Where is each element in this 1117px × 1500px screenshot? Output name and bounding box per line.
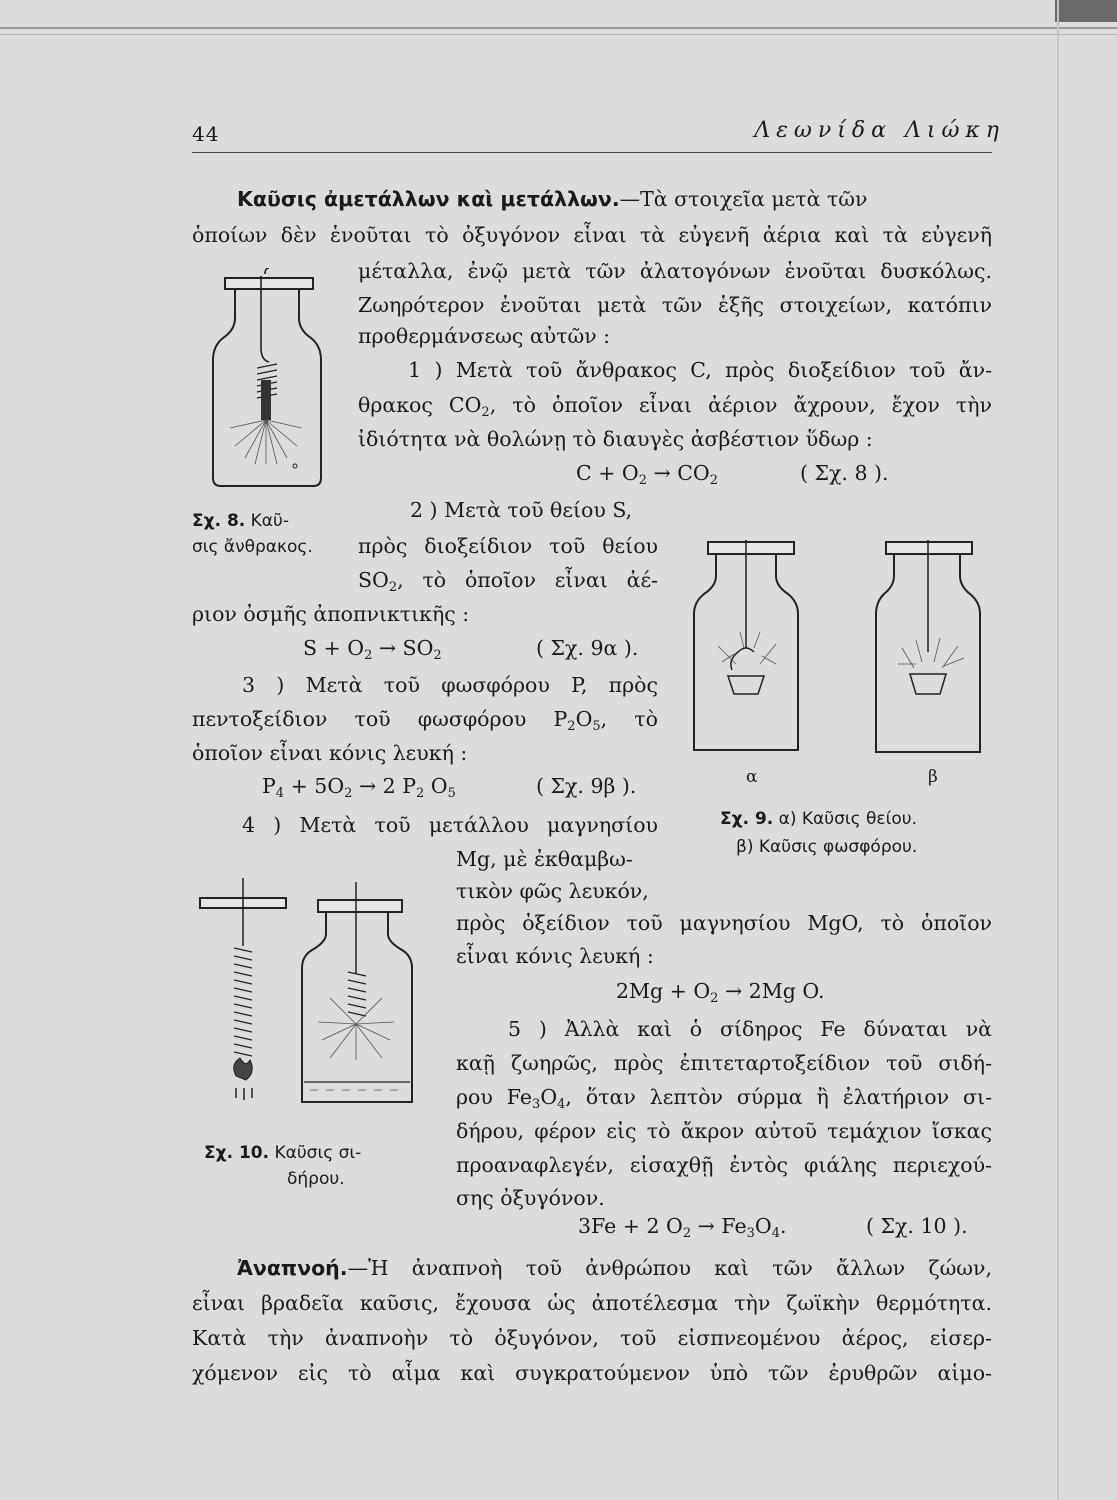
jar-stopper xyxy=(708,542,794,554)
figure-9-sulfur-phosphorus xyxy=(688,534,998,764)
jar-alpha xyxy=(694,540,798,750)
spoon-cup xyxy=(728,676,764,694)
equation-magnesium: $2Mg + O_2 \to 2Mg$ O. xyxy=(616,979,825,1006)
equation-ref: ( Σχ. 8 ). xyxy=(800,461,889,485)
burning-rays xyxy=(230,420,302,464)
item5-line5: προαναφλεγέν, εἰσαχθῇ ἐντὸς φιάλης περιεχού- xyxy=(456,1153,992,1177)
section1-line1: Καῦσις ἀμετάλλων καὶ μετάλλων.—Τὰ στοιχεῖα μετὰ τῶν xyxy=(237,187,868,211)
item5-line3: ρου $Fe_3O_4$, ὅταν λεπτὸν σύρμα ἢ ἐλατήριον σι- xyxy=(456,1085,993,1112)
section-heading: Ἀναπνοή. xyxy=(237,1256,348,1280)
item2-line4: ριον ὀσμῆς ἀποπνικτικῆς : xyxy=(192,602,470,626)
scan-line xyxy=(0,27,1117,29)
spoon-cup xyxy=(910,674,946,694)
item1-line3: ἰδιότητα νὰ θολώνῃ τὸ διαυγὲς ἀσβέστιον ὕδωρ : xyxy=(358,427,873,451)
scan-line xyxy=(0,34,1117,35)
item1-line2: θρακος $CO_2$, τὸ ὁποῖον εἶναι ἀέριον ἄχρουν, ἔχον τὴν xyxy=(358,393,992,420)
figure-8-caption: σις ἄνθρακος. xyxy=(192,537,313,557)
equation-ref: ( Σχ. 9β ). xyxy=(536,774,637,798)
item5-line2: καῇ ζωηρῶς, πρὸς ἐπιτεταρτοξείδιον τοῦ σιδή- xyxy=(456,1051,992,1075)
item4-line2: Mg, μὲ ἐκθαμβω- xyxy=(456,847,633,871)
running-header: Λεωνίδα Λιώκη xyxy=(754,118,1005,143)
item5-line6: σης ὀξυγόνον. xyxy=(456,1186,605,1210)
item4-line1: 4 ) Μετὰ τοῦ μετάλλου μαγνησίου xyxy=(242,813,658,837)
figure-10-caption: δήρου. xyxy=(287,1169,345,1189)
figure-9-caption: β) Καῦσις φωσφόρου. xyxy=(736,837,918,857)
iron-wire-assembly xyxy=(200,878,286,1100)
charcoal xyxy=(261,380,271,420)
figure-9-label-alpha: α xyxy=(746,767,758,787)
section2-line3: Κατὰ τὴν ἀναπνοὴν τὸ ὀξυγόνον, τοῦ εἰσπνεομένου ἀέρος, εἰσερ- xyxy=(192,1326,992,1350)
item1-line1: 1 ) Μετὰ τοῦ ἄνθρακος C, πρὸς διοξείδιον τοῦ ἄν- xyxy=(408,358,992,382)
equation-iron: 3Fe + 2 $O_2 \to Fe_3O_4$. xyxy=(578,1214,787,1241)
figure-8-carbon-jar xyxy=(205,268,333,492)
equation-carbon: $C + O_2 \to CO_2$ xyxy=(576,461,718,488)
jar-stopper xyxy=(225,278,313,289)
section-heading: Καῦσις ἀμετάλλων καὶ μετάλλων. xyxy=(237,187,620,211)
section2-line4: χόμενον εἰς τὸ αἷμα καὶ συγκρατούμενον ὑπὸ τῶν ἐρυθρῶν αἱμο- xyxy=(192,1361,992,1385)
equation-ref: ( Σχ. 10 ). xyxy=(866,1214,968,1238)
wire-coil xyxy=(234,948,252,1056)
scan-edge xyxy=(1055,0,1117,22)
section2-line2: εἶναι βραδεῖα καῦσις, ἔχουσα ὡς ἀποτέλεσμα τὴν ζωϊκὴν θερμότητα. xyxy=(192,1291,992,1315)
section1-line3: μέταλλα, ἐνῷ μετὰ τῶν ἀλατογόνων ἑνοῦται δυσκόλως. xyxy=(358,259,992,283)
item4-line4: πρὸς ὀξείδιον τοῦ μαγνησίου MgO, τὸ ὁποῖον xyxy=(456,911,992,935)
jar-stopper xyxy=(886,542,972,554)
item5-line4: δήρου, φέρον εἰς τὸ ἄκρον αὐτοῦ τεμάχιον ἴσκας xyxy=(456,1119,992,1143)
header-rule xyxy=(192,152,992,153)
tinder-flame xyxy=(234,1058,253,1080)
item2-line2: πρὸς διοξείδιον τοῦ θείου xyxy=(358,534,658,558)
section1-line5: προθερμάνσεως αὐτῶν : xyxy=(358,324,611,348)
section2-line1: Ἀναπνοή.—Ἡ ἀναπνοὴ τοῦ ἀνθρώπου καὶ τῶν ἄλλων ζώων, xyxy=(237,1256,992,1280)
item4-line3: τικὸν φῶς λευκόν, xyxy=(456,879,649,903)
item5-line1: 5 ) Ἀλλὰ καὶ ὁ σίδηρος Fe δύναται νὰ xyxy=(508,1017,992,1041)
item4-line5: εἶναι κόνις λευκή : xyxy=(456,944,654,968)
item3-line2: πεντοξείδιον τοῦ φωσφόρου $P_2O_5$, τὸ xyxy=(192,707,658,734)
jar xyxy=(302,882,412,1102)
figure-9-label-beta: β xyxy=(928,767,938,787)
item2-line3: $SO_2$, τὸ ὁποῖον εἶναι ἀέ- xyxy=(358,568,658,595)
wire-coil xyxy=(348,972,366,1016)
equation-phosphorus: $P_4 + 5O_2 \to 2$ $P_2$ $O_5$ xyxy=(262,774,456,801)
equation-ref: ( Σχ. 9α ). xyxy=(536,636,639,660)
page-number: 44 xyxy=(192,122,220,146)
section1-line4: Ζωηρότερον ἑνοῦται μετὰ τῶν ἑξῆς στοιχείων, κατόπιν xyxy=(358,293,992,317)
jar-stopper xyxy=(318,900,402,912)
jar-beta xyxy=(876,540,980,752)
item3-line1: 3 ) Μετὰ τοῦ φωσφόρου P, πρὸς xyxy=(242,673,658,697)
figure-9-caption: Σχ. 9. α) Καῦσις θείου. xyxy=(720,809,917,829)
figure-10-iron-jar xyxy=(198,876,420,1112)
item2-line1: 2 ) Μετὰ τοῦ θείου S, xyxy=(410,498,633,522)
item3-line3: ὁποῖον εἶναι κόνις λευκή : xyxy=(192,741,468,765)
figure-8-caption: Σχ. 8. Καῦ- xyxy=(192,511,289,531)
figure-10-caption: Σχ. 10. Καῦσις σι- xyxy=(204,1143,362,1163)
burning-rays xyxy=(318,998,394,1060)
section1-line2: ὁποίων δὲν ἑνοῦται τὸ ὀξυγόνον εἶναι τὰ εὐγενῆ ἀέρια καὶ τὰ εὐγενῆ xyxy=(192,223,992,247)
equation-sulfur: $S + O_2 \to SO_2$ xyxy=(303,636,442,663)
scan-fold xyxy=(1057,0,1059,1500)
